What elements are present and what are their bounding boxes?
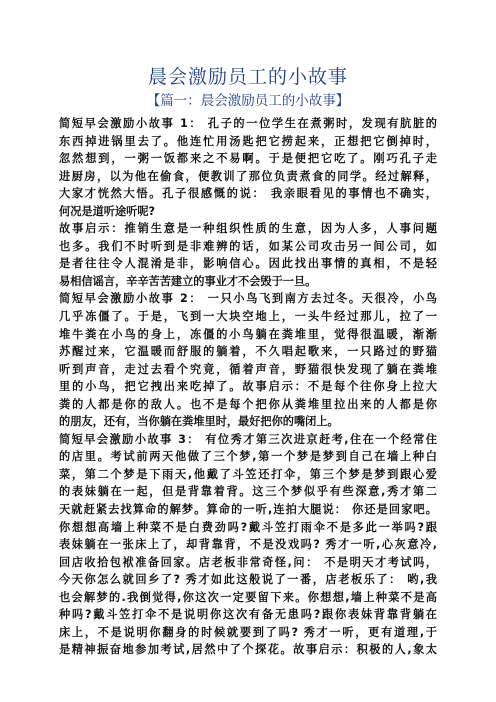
text-line: 今天你怎么就回乡了? 秀才如此这般说了一番，店老板乐了： 哟,我 <box>59 573 437 587</box>
text-line: 你想想高墙上种菜不是白费劲吗?戴斗笠打雨伞不是多此一举吗?跟 <box>59 520 437 534</box>
section-heading: 【篇一：晨会激励员工的小故事】 <box>146 93 350 109</box>
text-line: 简短早会激励小故事 3： 有位秀才第三次进京赶考,住在一个经常住 <box>59 432 437 446</box>
text-line: 苏醒过来，它温暖而舒服的躺着，不久唱起歌来，一只路过的野猫 <box>59 345 437 359</box>
body-text <box>59 115 437 659</box>
text-line: 堆牛粪在小鸟的身上，冻僵的小鸟躺在粪堆里，觉得很温暖，渐渐 <box>59 327 437 341</box>
text-line: 也会解梦的.我倒觉得,你这次一定要留下来。你想想,墙上种菜不是高 <box>59 590 437 604</box>
text-line: 忽然想到，一粥一饭都来之不易啊。于是便把它吃了。刚巧孔子走 <box>59 152 437 166</box>
text-line: 里的小鸟，把它拽出来吃掉了。故事启示：不是每个往你身上拉大 <box>59 380 437 394</box>
text-line: 易相信谣言，辛辛苦苦建立的事业才不会毁于一旦。 <box>59 274 317 288</box>
text-line: 简短早会激励小故事 1： 孔子的一位学生在煮粥时，发现有肮脏的 <box>59 117 437 130</box>
text-line: 故事启示：推销生意是一种组织性质的生意，因为人多，人事问题 <box>59 222 437 236</box>
text-line: 粪的人都是你的敌人。也不是每个把你从粪堆里拉出来的人都是你 <box>59 397 437 411</box>
text-line: 东西掉进锅里去了。他连忙用汤匙把它捞起来，正想把它倒掉时， <box>59 134 437 148</box>
text-line: 天就赶紧去找算命的解梦。算命的一听,连拍大腿说： 你还是回家吧。 <box>59 503 437 517</box>
text-line: 简短早会激励小故事 2： 一只小鸟飞到南方去过冬。天很冷，小鸟 <box>59 292 437 306</box>
text-line: 是者往往令人混淆是非，影响信心。因此找出事情的真相，不是轻 <box>59 257 437 271</box>
text-line: 进厨房，以为他在偷食，便教训了那位负责煮食的同学。经过解释， <box>59 169 437 183</box>
text-line: 听到声音，走过去看个究竟，循着声音，野猫很快发现了躺在粪堆 <box>59 362 437 376</box>
text-line: 是精神振奋地参加考试,居然中了个探花。故事启示：积极的人,象太 <box>59 643 437 657</box>
text-line: 床上，不是说明你翻身的时候就要到了吗? 秀才一听，更有道理,于 <box>59 625 437 639</box>
text-line: 的表妹躺在一起，但是背靠着背。这三个梦似乎有些深意,秀才第二 <box>59 485 437 499</box>
text-line: 的店里。考试前两天他做了三个梦,第一个梦是梦到自己在墙上种白 <box>59 450 437 464</box>
text-line: 的朋友，还有，当你躺在粪堆里时，最好把你的嘴闭上。 <box>59 415 339 429</box>
text-line: 大家才恍然大悟。孔子很感慨的说： 我亲眼看见的事情也不确实， <box>59 187 437 201</box>
text-line: 种吗?戴斗笠打伞不是说明你这次有备无患吗?跟你表妹背靠背躺在 <box>59 608 437 622</box>
text-line: 回店收拾包袱准备回家。店老板非常奇怪,问： 不是明天才考试吗， <box>59 555 437 569</box>
text-line: 何况是道听途听呢? <box>59 204 155 218</box>
text-line: 菜，第二个梦是下雨天,他戴了斗笠还打伞，第三个梦是梦到跟心爱 <box>59 467 437 481</box>
text-line: 也多。我们不时听到是非难辨的话，如某公司攻击另一间公司，如 <box>59 239 437 253</box>
text-line: 几乎冻僵了。于是，飞到一大块空地上，一头牛经过那儿，拉了一 <box>59 310 437 324</box>
document-title: 晨会激励员工的小故事 <box>147 66 348 88</box>
text-line: 表妹躺在一张床上了，却背靠背，不是没戏吗? 秀才一听,心灰意冷, <box>59 538 437 552</box>
